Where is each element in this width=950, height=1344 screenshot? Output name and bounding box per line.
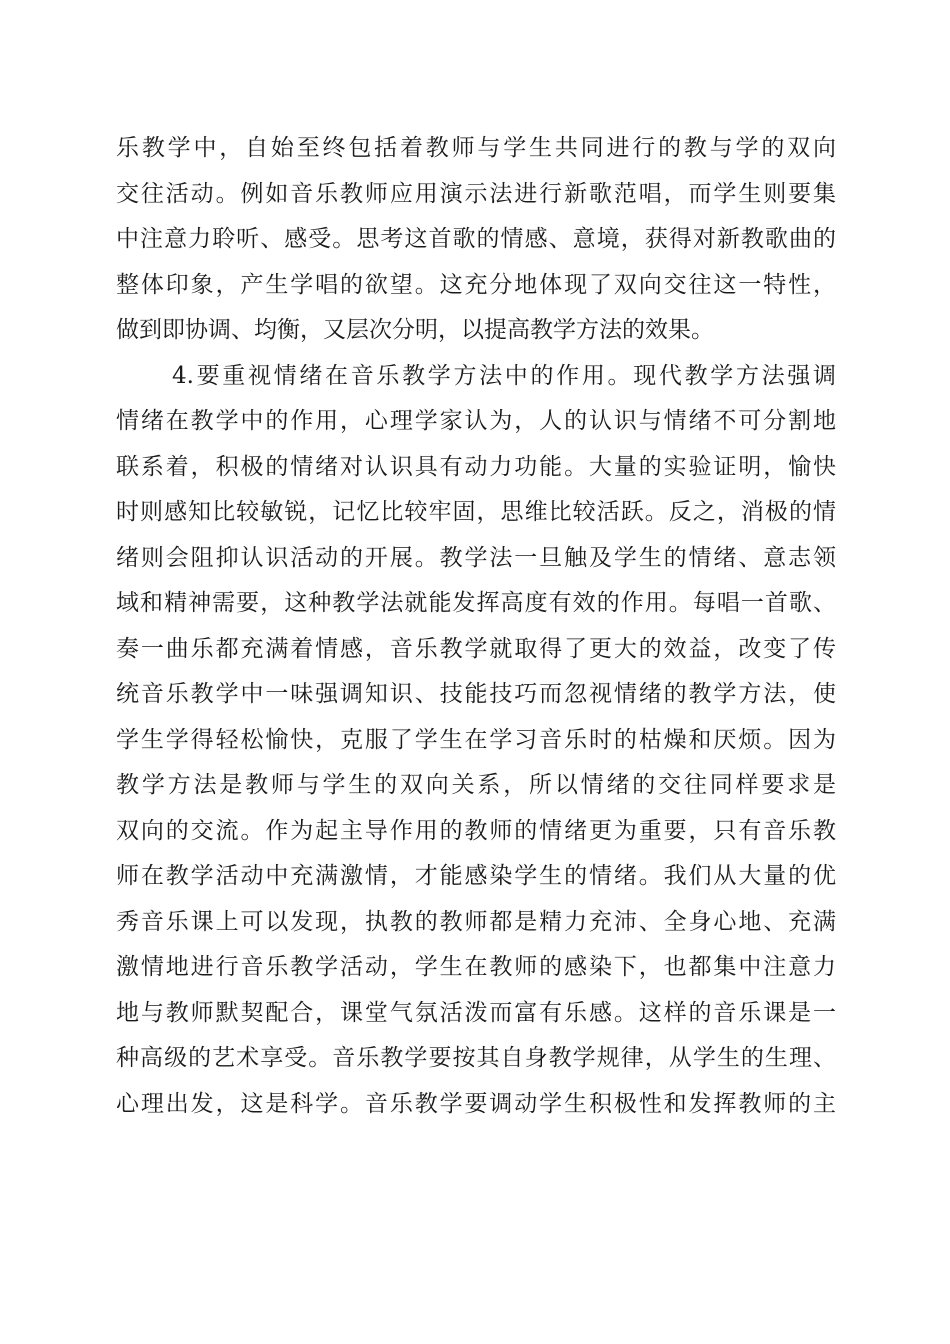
text-line: 地与教师默契配合，课堂气氛活泼而富有乐感。这样的音乐课是一 [116, 999, 836, 1026]
text-line: 4.要重视情绪在音乐教学方法中的作用。现代教学方法强调 [172, 362, 836, 389]
text-line: 联系着，积极的情绪对认识具有动力功能。大量的实验证明，愉快 [116, 453, 836, 480]
text-line: 学生学得轻松愉快，克服了学生在学习音乐时的枯燥和厌烦。因为 [116, 726, 836, 753]
text-line: 师在教学活动中充满激情，才能感染学生的情绪。我们从大量的优 [116, 863, 836, 889]
text-line: 绪则会阻抑认识活动的开展。教学法一旦触及学生的情绪、意志领 [116, 544, 836, 571]
text-line: 心理出发，这是科学。音乐教学要调动学生积极性和发挥教师的主 [116, 1090, 836, 1117]
text-line: 种高级的艺术享受。音乐教学要按其自身教学规律，从学生的生理、 [116, 1045, 836, 1071]
text-line: 做到即协调、均衡，又层次分明，以提高教学方法的效果。 [116, 317, 714, 343]
text-line: 统音乐教学中一味强调知识、技能技巧而忽视情绪的教学方法，使 [116, 681, 836, 707]
text-line: 双向的交流。作为起主导作用的教师的情绪更为重要，只有音乐教 [116, 817, 836, 844]
text-line: 时则感知比较敏锐，记忆比较牢固，思维比较活跃。反之，消极的情 [116, 499, 836, 525]
text-line: 情绪在教学中的作用，心理学家认为，人的认识与情绪不可分割地 [116, 408, 836, 434]
text-line: 整体印象，产生学唱的欲望。这充分地体现了双向交往这一特性， [116, 271, 836, 298]
body-text [116, 126, 836, 1127]
text-line: 交往活动。例如音乐教师应用演示法进行新歌范唱，而学生则要集 [116, 180, 836, 207]
text-line: 乐教学中，自始至终包括着教师与学生共同进行的教与学的双向 [116, 135, 836, 161]
text-line: 奏一曲乐都充满着情感，音乐教学就取得了更大的效益，改变了传 [116, 635, 836, 662]
text-line: 激情地进行音乐教学活动，学生在教师的感染下，也都集中注意力 [116, 954, 836, 980]
text-line: 教学方法是教师与学生的双向关系，所以情绪的交往同样要求是 [116, 772, 836, 798]
text-line: 域和精神需要，这种教学法就能发挥高度有效的作用。每唱一首歌、 [116, 590, 836, 616]
text-line: 中注意力聆听、感受。思考这首歌的情感、意境，获得对新教歌曲的 [116, 226, 836, 252]
text-line: 秀音乐课上可以发现，执教的教师都是精力充沛、全身心地、充满 [116, 908, 836, 935]
